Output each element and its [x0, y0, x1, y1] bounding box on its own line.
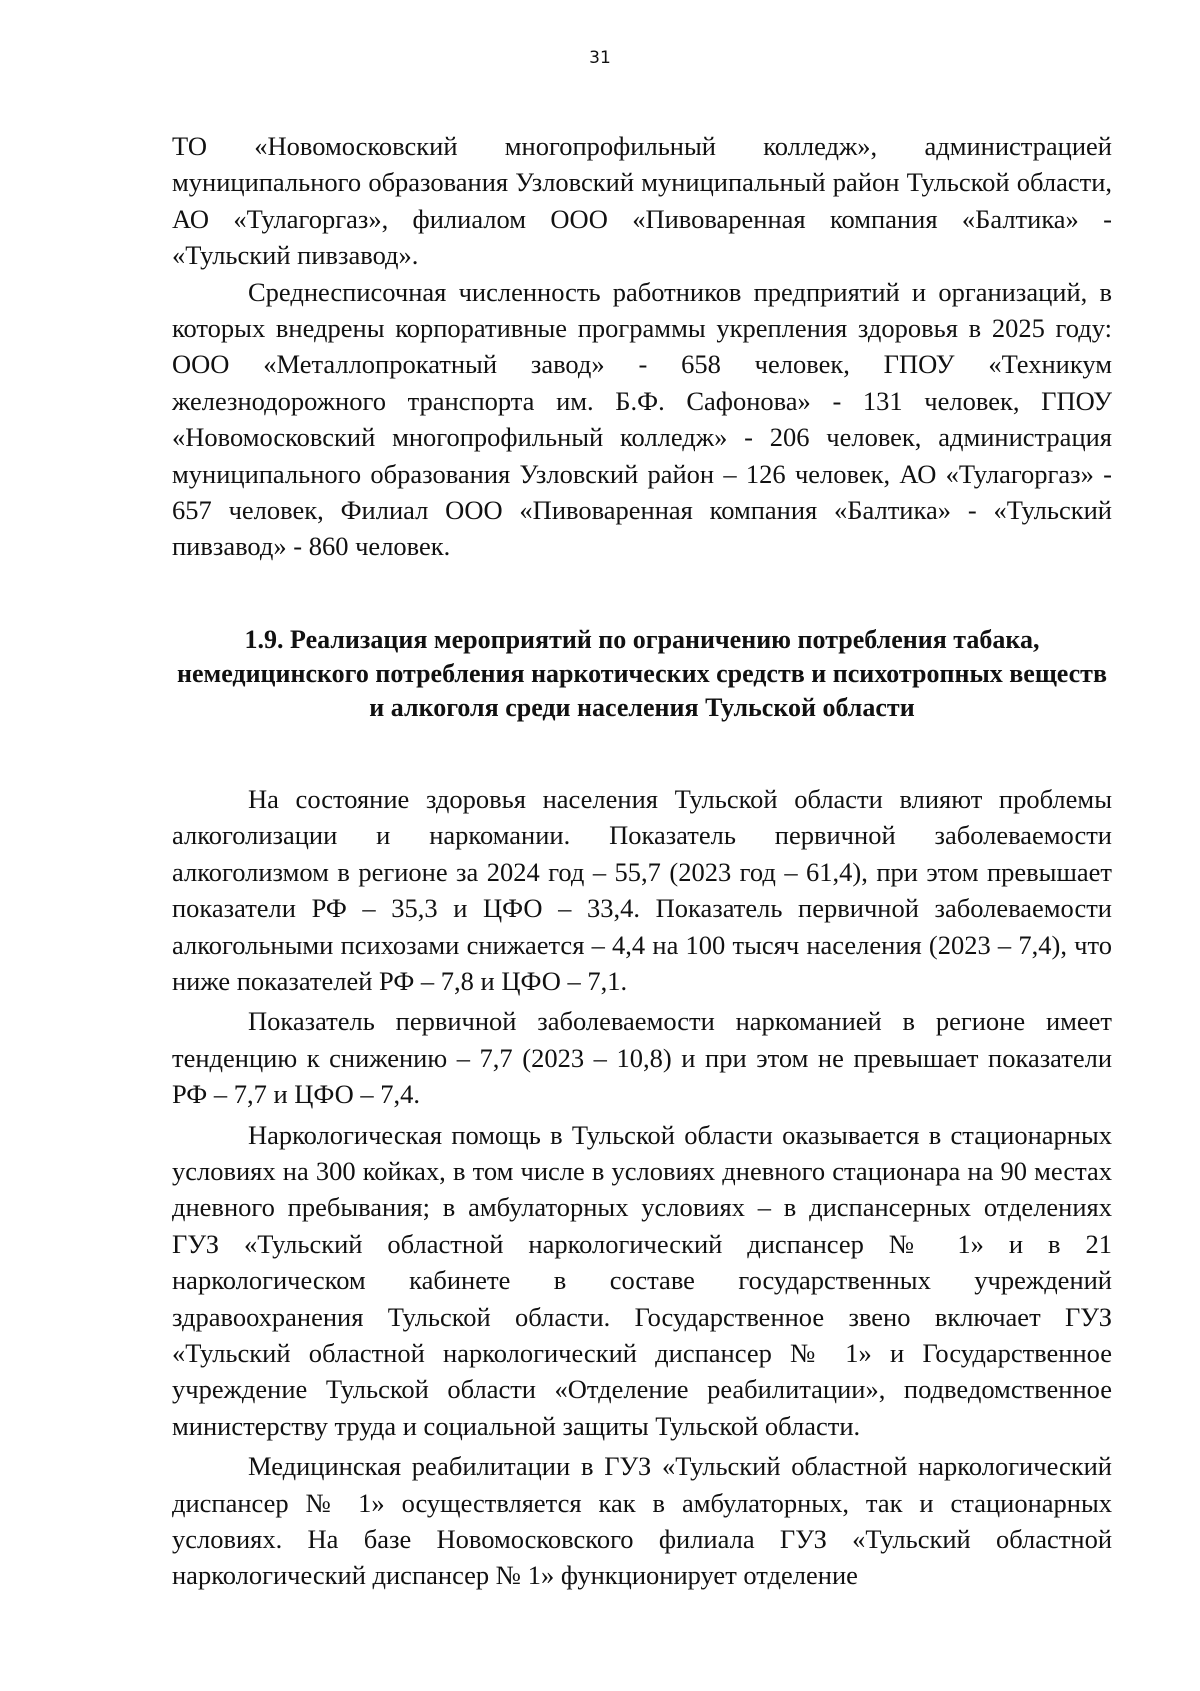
paragraph-employee-count: Среднесписочная численность работников предприятий и организаций, в которых внедрены корпоративные программы укрепления здоровья в 2025 году: ООО «Металлопрокатный завод» - 658 человек, ГПОУ «Техникум железнодорожного транспорта им. Б.Ф. Сафонова» - 131 человек, ГПОУ «Новомосковский многопрофильный колледж» - 206 человек, администрация муниципального образования Узловский район – 126 человек, АО «Тулагоргаз» - 657 человек, Филиал ООО «Пивоваренная компания «Балтика» - «Тульский пивзавод» - 860 человек.: [172, 276, 1112, 562]
page-number: 31: [589, 48, 611, 68]
paragraph-continuation: ТО «Новомосковский многопрофильный колледж», администрацией муниципального образования Узловский муниципальный район Тульской области, АО «Тулагоргаз», филиалом ООО «Пивоваренная компания «Балтика» - «Тульский пивзавод».: [172, 131, 1112, 271]
section-heading: 1.9. Реализация мероприятий по ограничению потребления табака, немедицинского потребления наркотических средств и психотропных веществ и алкоголя среди населения Тульской области: [177, 624, 1107, 722]
paragraph-alcoholism-rates: На состояние здоровья населения Тульской области влияют проблемы алкоголизации и наркомании. Показатель первичной заболеваемости алкоголизмом в регионе за 2024 год – 55,7 (2023 год – 61,4), при этом превышает показатели РФ – 35,3 и ЦФО – 33,4. Показатель первичной заболеваемости алкогольными психозами снижается – 4,4 на 100 тысяч населения (2023 – 7,4), что ниже показателей РФ – 7,8 и ЦФО – 7,1.: [172, 783, 1112, 996]
paragraph-medical-rehabilitation: Медицинская реабилитации в ГУЗ «Тульский областной наркологический диспансер № 1» осуществляется как в амбулаторных, так и стационарных условиях. На базе Новомосковского филиала ГУЗ «Тульский областной наркологический диспансер № 1» функционирует отделение: [172, 1451, 1112, 1591]
paragraph-narcological-care: Наркологическая помощь в Тульской области оказывается в стационарных условиях на 300 койках, в том числе в условиях дневного стационара на 90 местах дневного пребывания; в амбулаторных условиях – в диспансерных отделениях ГУЗ «Тульский областной наркологический диспансер № 1» и в 21 наркологическом кабинете в составе государственных учреждений здравоохранения Тульской области. Государственное звено включает ГУЗ «Тульский областной наркологический диспансер № 1» и Государственное учреждение Тульской области «Отделение реабилитации», подведомственное министерству труда и социальной защиты Тульской области.: [172, 1119, 1112, 1441]
document-body: [172, 128, 1112, 1594]
paragraph-drug-addiction-rates: Показатель первичной заболеваемости наркоманией в регионе имеет тенденцию к снижению – 7,7 (2023 – 10,8) и при этом не превышает показатели РФ – 7,7 и ЦФО – 7,4.: [172, 1006, 1112, 1110]
